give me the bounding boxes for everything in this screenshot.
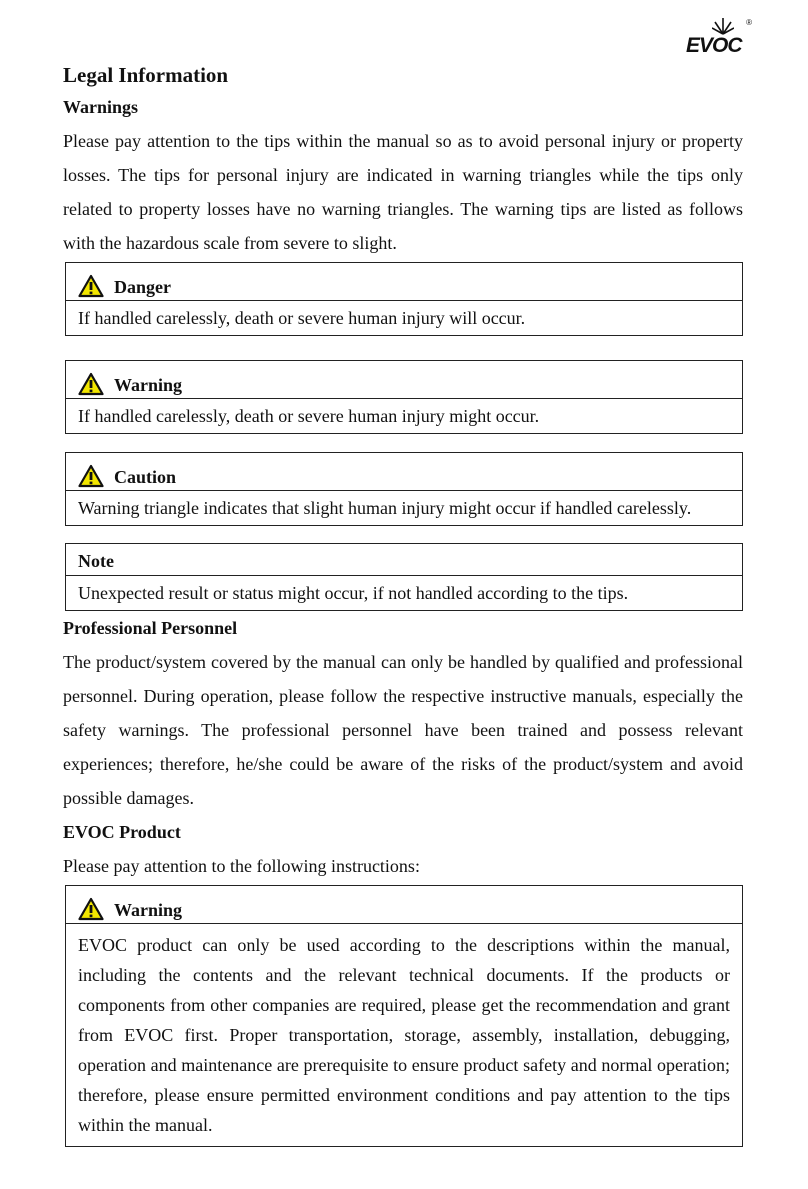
personnel-text: The product/system covered by the manual can only be handled by qualified and professional personnel. During operation, please follow the respective instructive manuals, especially the safety warnings. The professional personnel have been trained and possess relevant experiences; therefore, he/she could be aware of the risks of the product/system and avoid possible damages. (63, 652, 743, 808)
personnel-heading: Professional Personnel (63, 618, 238, 638)
star-burst-icon (712, 16, 734, 36)
product-heading: EVOC Product (63, 822, 181, 842)
page-title: Legal Information (63, 63, 229, 87)
warning-box-header (66, 361, 742, 399)
product-warning-box (65, 885, 743, 1147)
danger-title: Danger (114, 277, 171, 297)
note-text: Unexpected result or status might occur, if not handled according to the tips. (78, 583, 629, 603)
product-warning-title: Warning (114, 900, 183, 920)
warnings-intro: Please pay attention to the tips within the manual so as to avoid personal injury or property losses. The tips for personal injury are indicated in warning triangles while the tips only related to property losses have no warning triangles. The warning tips are listed as follows with the hazardous scale from severe to slight. (63, 131, 743, 253)
logo-text: EVOC (686, 34, 742, 57)
warning-triangle-icon (78, 372, 104, 396)
warnings-heading: Warnings (63, 97, 139, 117)
danger-text: If handled carelessly, death or severe human injury will occur. (78, 308, 526, 328)
warning-text: If handled carelessly, death or severe human injury might occur. (78, 406, 540, 426)
danger-box-header (66, 263, 742, 301)
warning-triangle-icon (78, 897, 104, 921)
danger-box (65, 262, 743, 336)
warning-box (65, 360, 743, 434)
product-intro: Please pay attention to the following instructions: (63, 856, 420, 876)
caution-box-header (66, 453, 742, 491)
caution-text: Warning triangle indicates that slight human injury might occur if handled carelessly. (78, 498, 692, 518)
product-warning-header (66, 886, 742, 924)
warning-triangle-icon (78, 464, 104, 488)
evoc-logo (682, 14, 752, 60)
product-warning-text: EVOC product can only be used according to the descriptions within the manual, including the contents and the relevant technical documents. If the products or components from other companies are required, please get the recommendation and grant from EVOC first. Proper transportation, storage, assembly, installation, debugging, operation and maintenance are prerequisite to ensure product safety and normal operation; therefore, please ensure permitted environment conditions and pay attention to the tips within the manual. (78, 935, 730, 1135)
warning-triangle-icon (78, 274, 104, 298)
document-content (63, 60, 743, 1147)
note-box (65, 543, 743, 611)
caution-title: Caution (114, 467, 177, 487)
note-title: Note (66, 544, 742, 576)
warning-title: Warning (114, 375, 183, 395)
caution-box (65, 452, 743, 526)
registered-mark: ® (746, 18, 752, 27)
